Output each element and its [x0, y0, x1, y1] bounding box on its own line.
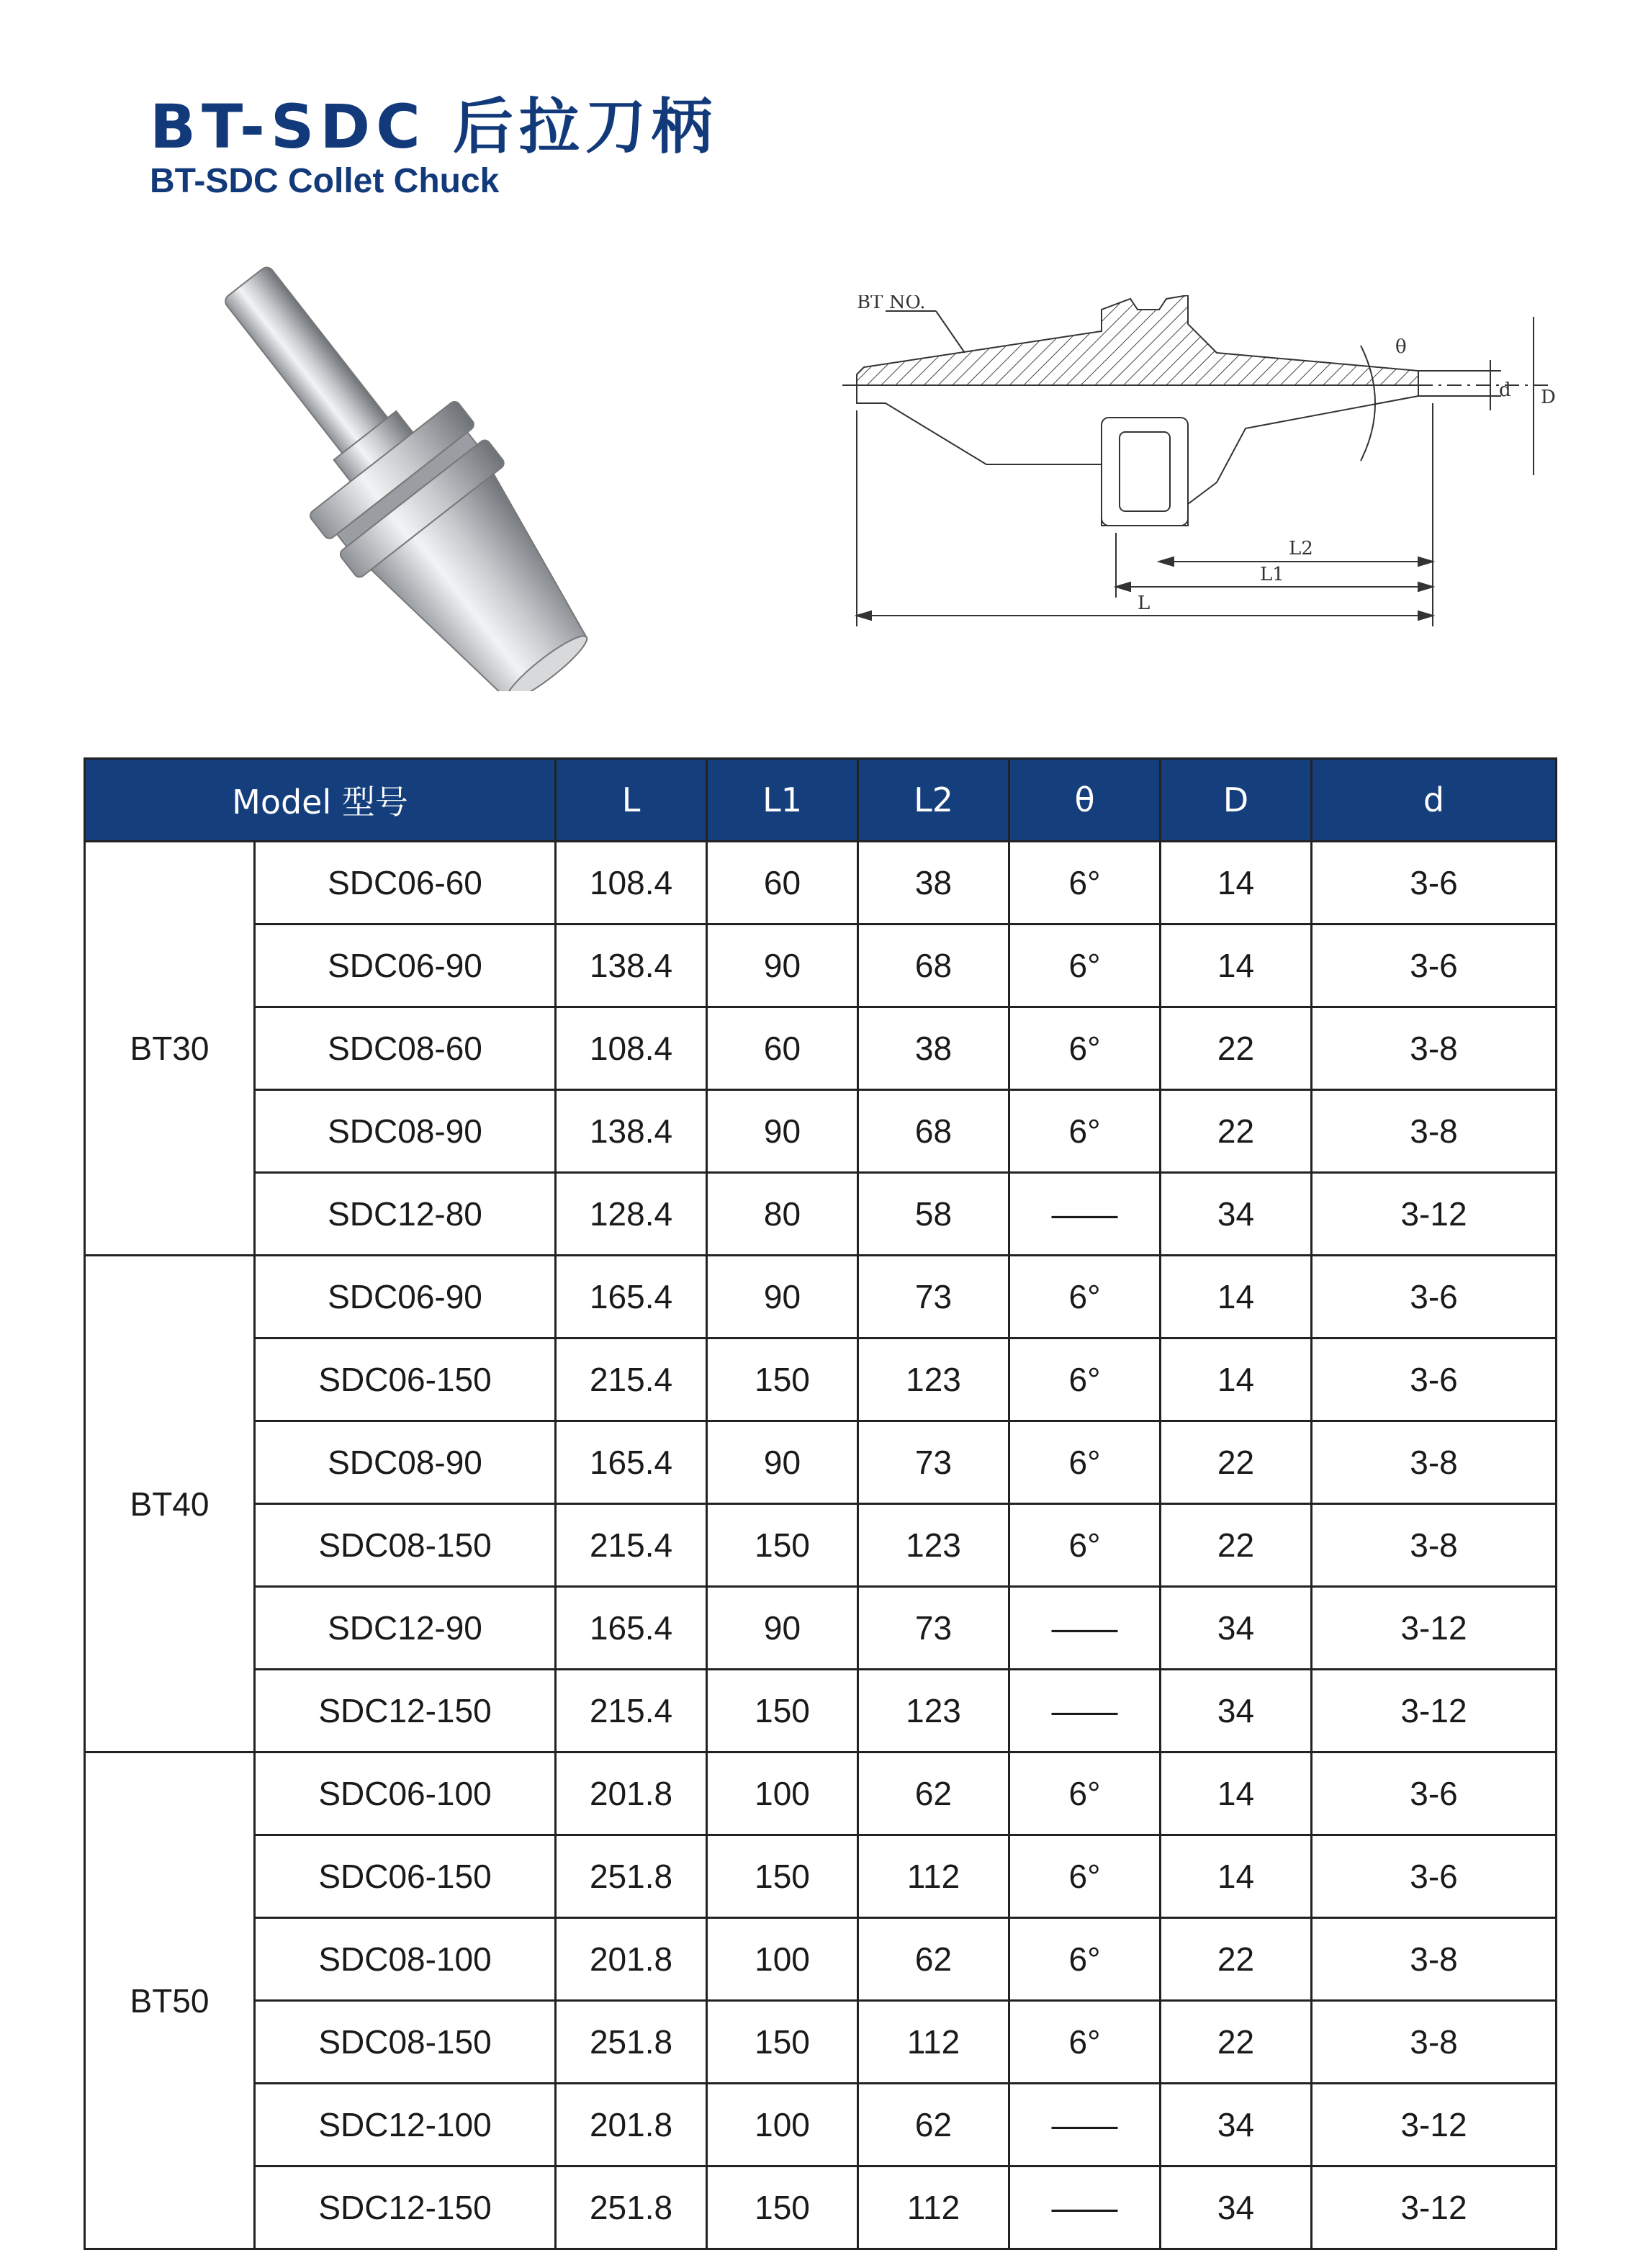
header-l2: L2 — [858, 759, 1009, 842]
d-large-cell: 22 — [1161, 1504, 1312, 1587]
l1-cell: 90 — [707, 924, 858, 1007]
model-cell: SDC12-80 — [255, 1173, 556, 1256]
l1-cell: 90 — [707, 1090, 858, 1173]
label-d-large: D — [1541, 387, 1556, 408]
l2-cell: 73 — [858, 1256, 1009, 1338]
l2-cell: 38 — [858, 842, 1009, 924]
page-subtitle: BT-SDC Collet Chuck — [150, 162, 500, 200]
theta-cell: 6° — [1009, 1918, 1161, 2001]
header-d-small: d — [1312, 759, 1557, 842]
model-cell: SDC12-150 — [255, 1670, 556, 1752]
model-cell: SDC06-150 — [255, 1835, 556, 1918]
l-cell: 201.8 — [556, 1918, 707, 2001]
l-cell: 201.8 — [556, 1752, 707, 1835]
d-small-cell: 3-8 — [1312, 1504, 1557, 1587]
d-large-cell: 22 — [1161, 1007, 1312, 1090]
table-row — [85, 1835, 1557, 1918]
table-row — [85, 1752, 1557, 1835]
label-d-small: d — [1499, 379, 1511, 401]
l1-cell: 150 — [707, 2001, 858, 2084]
d-small-cell: 3-12 — [1312, 2084, 1557, 2166]
theta-cell: 6° — [1009, 1338, 1161, 1421]
d-large-cell: 34 — [1161, 2084, 1312, 2166]
theta-cell: 6° — [1009, 1504, 1161, 1587]
table-row — [85, 924, 1557, 1007]
l-cell: 215.4 — [556, 1504, 707, 1587]
series-cell: BT50 — [85, 1752, 255, 2249]
l2-cell: 112 — [858, 1835, 1009, 1918]
d-small-cell: 3-12 — [1312, 2166, 1557, 2249]
d-small-cell: 3-12 — [1312, 1670, 1557, 1752]
l2-cell: 38 — [858, 1007, 1009, 1090]
l1-cell: 150 — [707, 1504, 858, 1587]
l1-cell: 90 — [707, 1256, 858, 1338]
l-cell: 251.8 — [556, 2001, 707, 2084]
l2-cell: 62 — [858, 1918, 1009, 2001]
table-row — [85, 1256, 1557, 1338]
l-cell: 215.4 — [556, 1338, 707, 1421]
table-header-row — [85, 759, 1557, 842]
d-large-cell: 34 — [1161, 1173, 1312, 1256]
l-cell: 138.4 — [556, 924, 707, 1007]
table-body — [85, 842, 1557, 2249]
l1-cell: 90 — [707, 1587, 858, 1670]
l-cell: 165.4 — [556, 1256, 707, 1338]
l-cell: 165.4 — [556, 1421, 707, 1504]
header-l1: L1 — [707, 759, 858, 842]
theta-cell: 6° — [1009, 1007, 1161, 1090]
d-large-cell: 14 — [1161, 924, 1312, 1007]
d-large-cell: 22 — [1161, 2001, 1312, 2084]
d-small-cell: 3-6 — [1312, 1752, 1557, 1835]
l1-cell: 150 — [707, 1338, 858, 1421]
d-small-cell: 3-6 — [1312, 1835, 1557, 1918]
table-row — [85, 1090, 1557, 1173]
table-row — [85, 1007, 1557, 1090]
d-large-cell: 14 — [1161, 1835, 1312, 1918]
l2-cell: 73 — [858, 1421, 1009, 1504]
d-large-cell: 22 — [1161, 1090, 1312, 1173]
l-cell: 215.4 — [556, 1670, 707, 1752]
d-large-cell: 22 — [1161, 1421, 1312, 1504]
header-d-large: D — [1161, 759, 1312, 842]
table-row — [85, 1421, 1557, 1504]
model-cell: SDC06-150 — [255, 1338, 556, 1421]
l-cell: 251.8 — [556, 2166, 707, 2249]
table-row — [85, 2084, 1557, 2166]
model-cell: SDC06-100 — [255, 1752, 556, 1835]
model-cell: SDC08-150 — [255, 1504, 556, 1587]
l-cell: 138.4 — [556, 1090, 707, 1173]
theta-cell: —— — [1009, 1173, 1161, 1256]
l2-cell: 123 — [858, 1338, 1009, 1421]
d-small-cell: 3-8 — [1312, 1007, 1557, 1090]
header-theta: θ — [1009, 759, 1161, 842]
table-row — [85, 1587, 1557, 1670]
label-bt-no: BT NO. — [857, 295, 926, 313]
l2-cell: 112 — [858, 2001, 1009, 2084]
l2-cell: 58 — [858, 1173, 1009, 1256]
spec-table — [84, 757, 1557, 2250]
table-row — [85, 1918, 1557, 2001]
theta-cell: —— — [1009, 1670, 1161, 1752]
label-l2: L2 — [1289, 538, 1313, 559]
header-l: L — [556, 759, 707, 842]
theta-cell: 6° — [1009, 2001, 1161, 2084]
d-large-cell: 34 — [1161, 1670, 1312, 1752]
theta-cell: —— — [1009, 1587, 1161, 1670]
page-title: BT-SDC 后拉刀柄 — [150, 91, 718, 162]
theta-cell: 6° — [1009, 1256, 1161, 1338]
title-block — [150, 92, 718, 202]
theta-cell: 6° — [1009, 1835, 1161, 1918]
d-large-cell: 22 — [1161, 1918, 1312, 2001]
d-small-cell: 3-8 — [1312, 1918, 1557, 2001]
theta-cell: 6° — [1009, 924, 1161, 1007]
model-cell: SDC12-100 — [255, 2084, 556, 2166]
d-large-cell: 14 — [1161, 1338, 1312, 1421]
d-small-cell: 3-8 — [1312, 1090, 1557, 1173]
d-small-cell: 3-12 — [1312, 1173, 1557, 1256]
d-large-cell: 34 — [1161, 1587, 1312, 1670]
model-cell: SDC06-90 — [255, 924, 556, 1007]
l2-cell: 62 — [858, 1752, 1009, 1835]
theta-cell: —— — [1009, 2084, 1161, 2166]
theta-cell: 6° — [1009, 1090, 1161, 1173]
series-cell: BT30 — [85, 842, 255, 1256]
d-small-cell: 3-6 — [1312, 1338, 1557, 1421]
l1-cell: 100 — [707, 2084, 858, 2166]
model-cell: SDC08-90 — [255, 1421, 556, 1504]
l-cell: 128.4 — [556, 1173, 707, 1256]
model-cell: SDC08-100 — [255, 1918, 556, 2001]
l-cell: 251.8 — [556, 1835, 707, 1918]
l1-cell: 150 — [707, 1670, 858, 1752]
d-small-cell: 3-8 — [1312, 2001, 1557, 2084]
theta-cell: —— — [1009, 2166, 1161, 2249]
l2-cell: 123 — [858, 1670, 1009, 1752]
model-cell: SDC06-60 — [255, 842, 556, 924]
l-cell: 108.4 — [556, 842, 707, 924]
model-cell: SDC06-90 — [255, 1256, 556, 1338]
l2-cell: 68 — [858, 1090, 1009, 1173]
d-large-cell: 14 — [1161, 842, 1312, 924]
l-cell: 165.4 — [556, 1587, 707, 1670]
label-theta: θ — [1395, 336, 1407, 358]
series-cell: BT40 — [85, 1256, 255, 1752]
table-row — [85, 1338, 1557, 1421]
l1-cell: 60 — [707, 842, 858, 924]
d-small-cell: 3-6 — [1312, 842, 1557, 924]
l1-cell: 90 — [707, 1421, 858, 1504]
theta-cell: 6° — [1009, 1421, 1161, 1504]
table-row — [85, 2166, 1557, 2249]
model-cell: SDC08-90 — [255, 1090, 556, 1173]
table-row — [85, 842, 1557, 924]
label-l1: L1 — [1260, 564, 1284, 585]
table-row — [85, 1504, 1557, 1587]
d-small-cell: 3-8 — [1312, 1421, 1557, 1504]
d-small-cell: 3-6 — [1312, 924, 1557, 1007]
technical-drawing — [842, 295, 1562, 641]
l2-cell: 123 — [858, 1504, 1009, 1587]
table-row — [85, 2001, 1557, 2084]
l2-cell: 62 — [858, 2084, 1009, 2166]
d-large-cell: 14 — [1161, 1752, 1312, 1835]
l1-cell: 150 — [707, 1835, 858, 1918]
l1-cell: 100 — [707, 1918, 858, 2001]
theta-cell: 6° — [1009, 842, 1161, 924]
product-photo — [158, 259, 634, 691]
l1-cell: 80 — [707, 1173, 858, 1256]
model-cell: SDC08-150 — [255, 2001, 556, 2084]
model-cell: SDC08-60 — [255, 1007, 556, 1090]
l1-cell: 60 — [707, 1007, 858, 1090]
label-l: L — [1138, 593, 1151, 614]
l-cell: 201.8 — [556, 2084, 707, 2166]
d-small-cell: 3-6 — [1312, 1256, 1557, 1338]
l2-cell: 68 — [858, 924, 1009, 1007]
d-small-cell: 3-12 — [1312, 1587, 1557, 1670]
theta-cell: 6° — [1009, 1752, 1161, 1835]
d-large-cell: 34 — [1161, 2166, 1312, 2249]
l1-cell: 150 — [707, 2166, 858, 2249]
l1-cell: 100 — [707, 1752, 858, 1835]
d-large-cell: 14 — [1161, 1256, 1312, 1338]
model-cell: SDC12-150 — [255, 2166, 556, 2249]
model-cell: SDC12-90 — [255, 1587, 556, 1670]
l2-cell: 112 — [858, 2166, 1009, 2249]
table-row — [85, 1173, 1557, 1256]
l-cell: 108.4 — [556, 1007, 707, 1090]
table-row — [85, 1670, 1557, 1752]
l2-cell: 73 — [858, 1587, 1009, 1670]
header-model: Model 型号 — [85, 759, 556, 842]
